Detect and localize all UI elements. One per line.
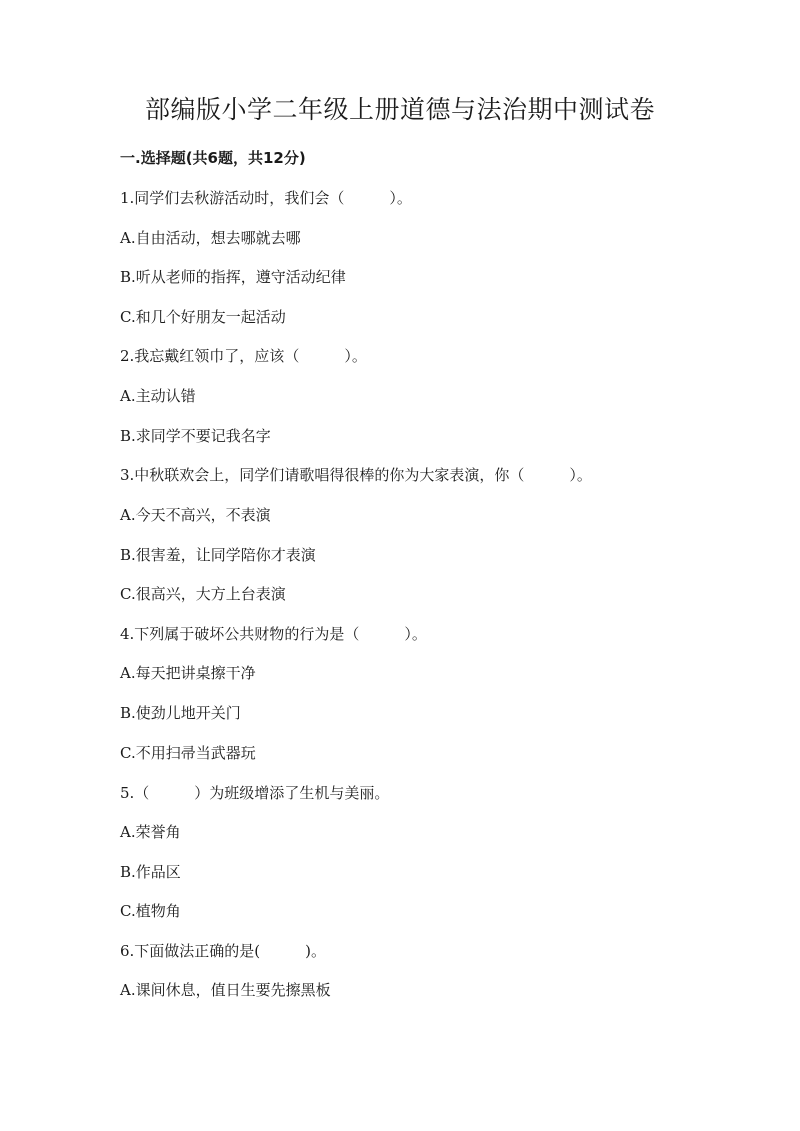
option-1a: A.自由活动，想去哪就去哪 — [120, 229, 301, 247]
question-5: 5.（ ）为班级增添了生机与美丽。 — [120, 784, 390, 802]
option-4a: A.每天把讲桌擦干净 — [120, 664, 256, 682]
option-2b: B.求同学不要记我名字 — [120, 427, 271, 445]
question-6: 6.下面做法正确的是( )。 — [120, 942, 327, 960]
option-4b: B.使劲儿地开关门 — [120, 704, 241, 722]
question-4: 4.下列属于破坏公共财物的行为是（ ）。 — [120, 625, 427, 643]
question-1: 1.同学们去秋游活动时，我们会（ ）。 — [120, 189, 412, 207]
option-3a: A.今天不高兴，不表演 — [120, 506, 271, 524]
option-6a: A.课间休息，值日生要先擦黑板 — [120, 981, 331, 999]
section-heading: 一.选择题(共6题，共12分) — [120, 149, 306, 167]
option-3c: C.很高兴，大方上台表演 — [120, 585, 286, 603]
page-title: 部编版小学二年级上册道德与法治期中测试卷 — [144, 95, 655, 124]
question-2: 2.我忘戴红领巾了，应该（ ）。 — [120, 347, 367, 365]
option-2a: A.主动认错 — [120, 387, 196, 405]
option-1b: B.听从老师的指挥，遵守活动纪律 — [120, 268, 346, 286]
option-3b: B.很害羞，让同学陪你才表演 — [120, 546, 316, 564]
question-3: 3.中秋联欢会上，同学们请歌唱得很棒的你为大家表演，你（ ）。 — [120, 466, 592, 484]
option-5b: B.作品区 — [120, 863, 181, 881]
option-4c: C.不用扫帚当武器玩 — [120, 744, 256, 762]
option-5a: A.荣誉角 — [120, 823, 181, 841]
option-1c: C.和几个好朋友一起活动 — [120, 308, 286, 326]
option-5c: C.植物角 — [120, 902, 181, 920]
